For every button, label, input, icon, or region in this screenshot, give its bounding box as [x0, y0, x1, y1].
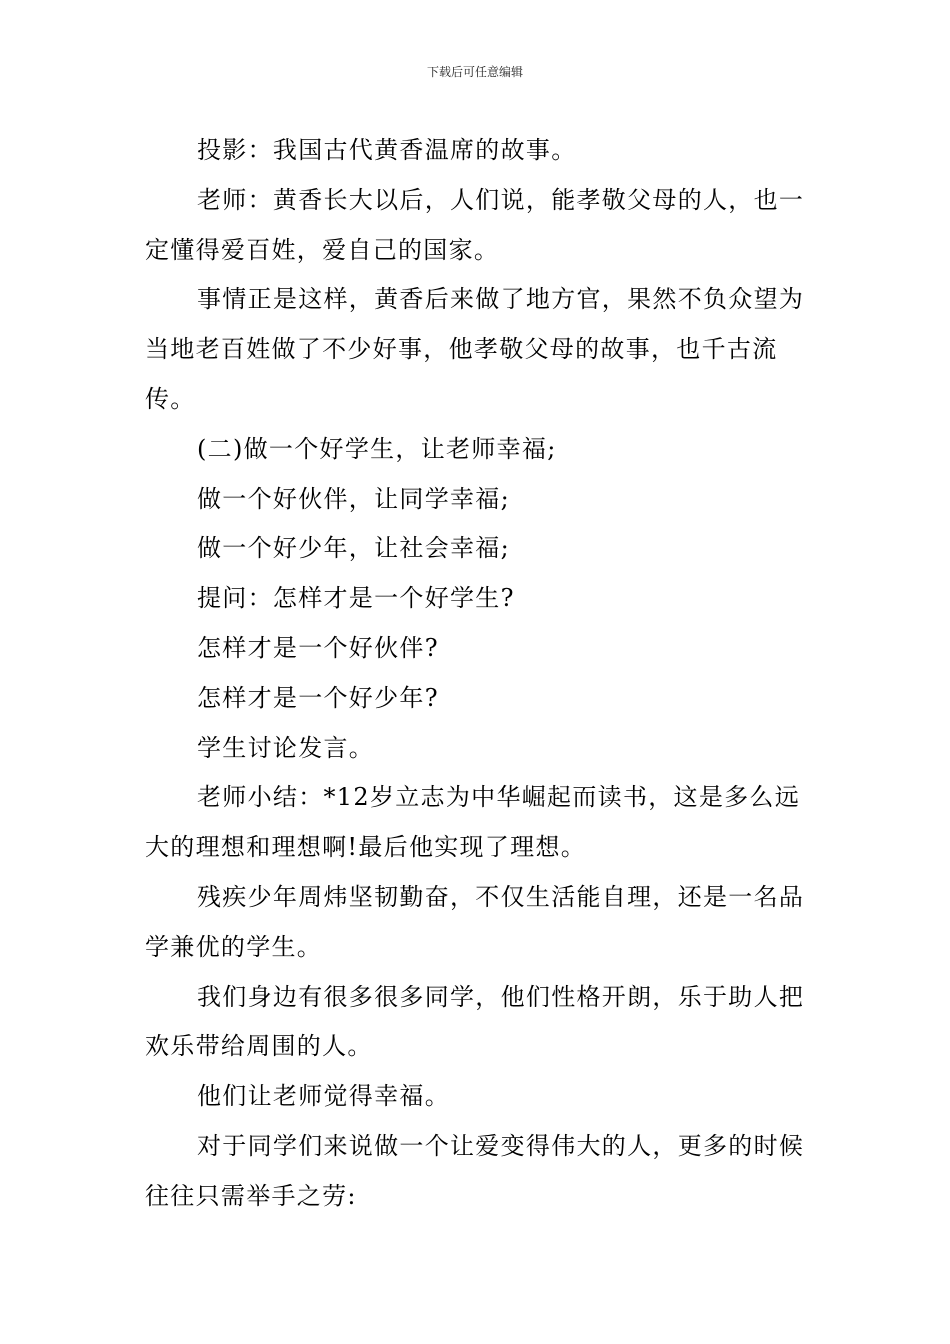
paragraph-huang-xiang-story: 事情正是这样，黄香后来做了地方官，果然不负众望为当地老百姓做了不少好事，他孝敬父母的故事，也千古流传。	[145, 285, 805, 413]
paragraph-projection: 投影：我国古代黄香温席的故事。	[197, 136, 577, 164]
paragraph-teacher-summary: 老师小结：*12岁立志为中华崛起而读书，这是多么远大的理想和理想啊!最后他实现了理想。	[145, 783, 801, 862]
paragraph-good-partner: 做一个好伙伴，让同学幸福;	[197, 484, 510, 513]
document-body	[145, 126, 810, 1222]
paragraph-question-youth: 怎样才是一个好少年?	[197, 683, 439, 712]
paragraph-good-student: (二)做一个好学生，让老师幸福;	[197, 434, 557, 463]
paragraph-good-youth: 做一个好少年，让社会幸福;	[197, 534, 510, 563]
paragraph-discussion: 学生讨论发言。	[197, 733, 375, 762]
paragraph-helping-hand: 对于同学们来说做一个让爱变得伟大的人，更多的时候往往只需举手之劳:	[145, 1131, 805, 1210]
paragraph-question-partner: 怎样才是一个好伙伴?	[197, 633, 439, 662]
paragraph-question-student: 提问：怎样才是一个好学生?	[197, 584, 515, 613]
paragraph-teacher-happy: 他们让老师觉得幸福。	[197, 1082, 450, 1111]
paragraph-zhou-wei: 残疾少年周炜坚韧勤奋，不仅生活能自理，还是一名品学兼优的学生。	[145, 882, 805, 961]
page-header: 下载后可任意编辑	[426, 65, 523, 79]
paragraph-teacher-remark: 老师：黄香长大以后，人们说，能孝敬父母的人，也一定懂得爱百姓，爱自己的国家。	[145, 185, 805, 264]
paragraph-classmates: 我们身边有很多很多同学，他们性格开朗，乐于助人把欢乐带给周围的人。	[145, 982, 805, 1061]
